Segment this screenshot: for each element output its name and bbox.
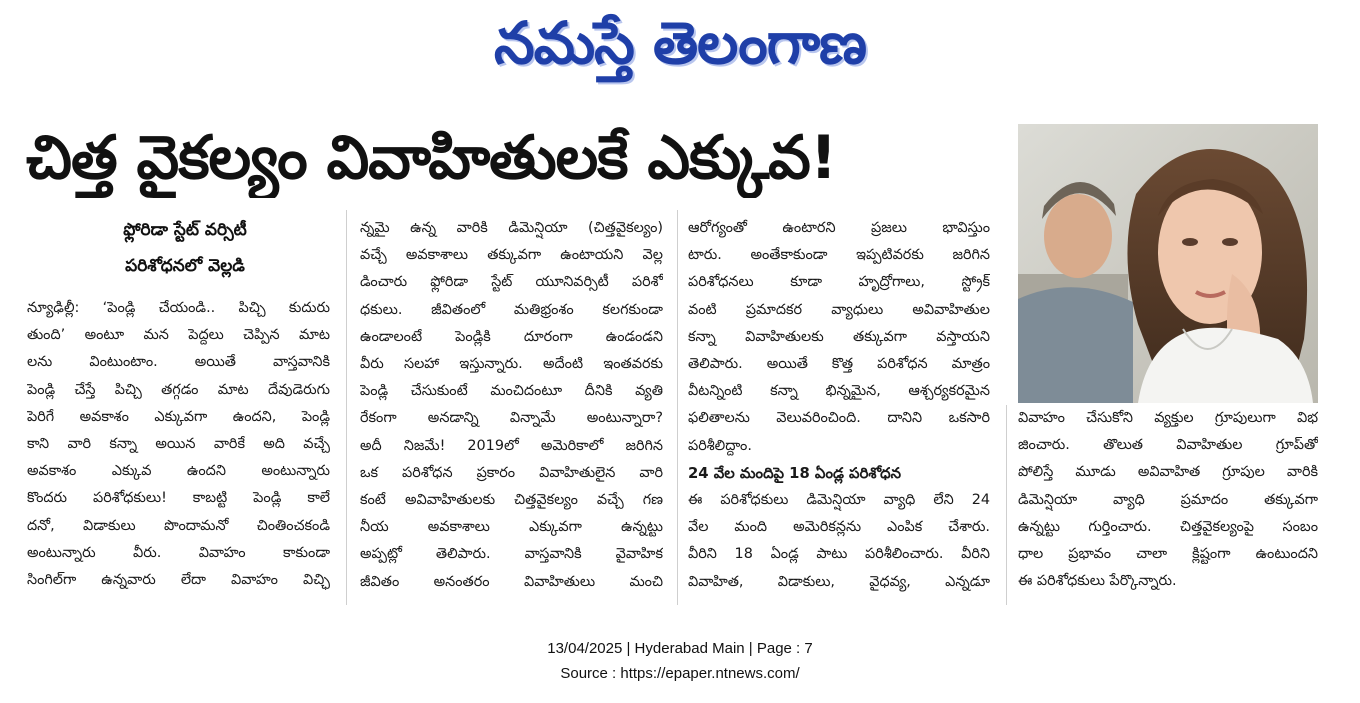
- article-column-3: [688, 215, 990, 605]
- column-line: కొందరు పరిశోధకులు! కాబట్టి పెండ్లి కాలే: [27, 490, 330, 507]
- column-line: అవకాశం ఎక్కువ ఉందని అంటున్నారు: [27, 463, 330, 480]
- column-line: జీవితం అనంతరం వివాహితులు మంచి: [360, 573, 663, 590]
- article-subheading: [30, 212, 340, 284]
- edition-info: 13/04/2025 | Hyderabad Main | Page : 7: [547, 640, 813, 657]
- column-line: ధాల ప్రభావం చాలా క్లిష్టంగా ఉంటుందని: [1018, 546, 1318, 563]
- column-divider: [1006, 405, 1007, 605]
- column-line: పెరిగే అవకాశం ఎక్కువగా ఉందని, పెండ్లి: [27, 408, 330, 425]
- column-line: లను వింటుంటాం. అయితే వాస్తవానికి: [27, 354, 330, 371]
- column-line: ఈ పరిశోధకులు పేర్కొన్నారు.: [1018, 573, 1177, 590]
- column-line: కాని వారి కన్నా అయిన వారికే అది వచ్చే: [27, 436, 330, 453]
- subheading-line: పరిశోధనలో వెల్లడి: [125, 256, 245, 276]
- column-line: కంటే అవివాహితులకు చిత్తవైకల్యం వచ్చే గణ: [360, 492, 663, 509]
- column-line: ధకులు. జీవితంలో మతిభ్రంశం కలగకుండా: [360, 301, 663, 318]
- column-line: వేల మంది అమెరికన్లను ఎంపిక చేశారు.: [688, 519, 990, 536]
- column-line: పెండ్లి చేసుకుంటే మంచిదంటూ దీనికి వ్యతి: [360, 383, 663, 400]
- column-line: జించారు. తొలుత వివాహితుల గ్రూప్‌తో: [1018, 437, 1318, 454]
- masthead-title: నమస్తే తెలంగాణ: [494, 9, 866, 77]
- column-line: దనో, విడాకులు పొందామనో చింతించకండి: [27, 517, 330, 534]
- column-line: తుంది’ అంటూ మన పెద్దలు చెప్పిన మాట: [27, 327, 330, 344]
- column-line: టారు. అంతేకాకుండా ఇప్పటివరకు జరిగిన: [688, 247, 990, 264]
- column-line: వచ్చే అవకాశాలు తక్కువగా ఉంటాయని వెల్ల: [360, 247, 663, 264]
- column-line: ఆరోగ్యంతో ఉంటారని ప్రజలు భావిస్తుం: [688, 220, 990, 236]
- column-line: వివాహిత, విడాకులు, వైధవ్య, ఎన్నడూ: [688, 573, 990, 590]
- column-divider: [346, 210, 347, 605]
- column-line: అదీ నిజమే! 2019లో అమెరికాలో జరిగిన: [360, 437, 663, 454]
- source-line: Source : https://epaper.ntnews.com/: [560, 665, 800, 682]
- article-column-2: [360, 215, 663, 605]
- column-line: సింగిల్‌గా ఉన్నవారు లేదా వివాహం విచ్ఛి: [27, 572, 330, 589]
- article-photo: [1018, 124, 1318, 403]
- column-line: నీయ అవకాశాలు ఎక్కువగా ఉన్నట్టు: [360, 519, 663, 536]
- column-line: పరిశీలిద్దాం.: [688, 437, 752, 454]
- column-line: న్యూఢిల్లీ: ‘పెండ్లి చేయండి.. పిచ్చి కుదురు: [27, 300, 330, 316]
- subheading-line: ఫ్లోరిడా స్టేట్ వర్సిటీ: [123, 220, 247, 240]
- column-line: తెలిపారు. అయితే కొత్త పరిశోధన మాత్రం: [688, 356, 990, 373]
- column-line: వీటన్నింటి కన్నా భిన్నమైన, ఆశ్చర్యకరమైన: [688, 383, 990, 400]
- column-line: ఉన్నట్టు గుర్తించారు. చిత్తవైకల్యంపై సంబం: [1018, 518, 1318, 535]
- section-subheading: 24 వేల మందిపై 18 ఏండ్ల పరిశోధన: [688, 464, 901, 482]
- column-line: కన్నా వివాహితులకు తక్కువగా వస్తాయని: [688, 328, 990, 345]
- column-line: డిమెన్షియా వ్యాధి ప్రమాదం తక్కువగా: [1018, 491, 1318, 508]
- article-column-4: [1018, 405, 1318, 605]
- column-line: వివాహం చేసుకోని వ్యక్తుల గ్రూపులుగా విభ: [1018, 410, 1318, 426]
- column-line: ఉండాలంటే పెండ్లికి దూరంగా ఉండండని: [360, 328, 663, 345]
- column-line: ఒక పరిశోధన ప్రకారం వివాహితులైన వారి: [360, 464, 663, 481]
- column-divider: [677, 210, 678, 605]
- column-line: పరిశోధనలు కూడా హృద్రోగాలు, స్ట్రోక్: [688, 274, 990, 291]
- column-line: డించారు ఫ్లోరిడా స్టేట్ యూనివర్సిటీ పరిశో: [360, 274, 663, 291]
- column-line: ఈ పరిశోధకులు డిమెన్షియా వ్యాధి లేని 24: [688, 492, 990, 509]
- column-line: ఫలితాలను వెలువరించింది. దానిని ఒకసారి: [688, 410, 990, 427]
- column-line: అప్పట్లో తెలిపారు. వాస్తవానికి వైవాహిక: [360, 546, 663, 563]
- column-line: పెండ్లి చేస్తే పిచ్చి తగ్గడం మాట దేవుడెరుగు: [27, 381, 330, 398]
- column-line: వంటి ప్రమాదకర వ్యాధులు అవివాహితుల: [688, 301, 990, 318]
- column-line: పోలిస్తే మూడు అవివాహిత గ్రూపుల వారికి: [1018, 464, 1318, 481]
- couple-photo-icon: [1018, 124, 1318, 403]
- column-line: న్నమై ఉన్న వారికి డిమెన్షియా (చిత్తవైకల్యం): [360, 220, 663, 236]
- column-line: వీరు సలహా ఇస్తున్నారు. అదేంటి ఇంతవరకు: [360, 356, 663, 373]
- column-line: రేకంగా అనడాన్ని విన్నామే అంటున్నారా?: [360, 410, 663, 427]
- column-line: అంటున్నారు వీరు. వివాహం కాకుండా: [27, 544, 330, 561]
- article-column-1: [27, 295, 330, 605]
- article-headline: చిత్త వైకల్యం వివాహితులకే ఎక్కువ!: [26, 123, 837, 193]
- column-line: వీరిని 18 ఏండ్ల పాటు పరిశీలించారు. వీరిని: [688, 546, 990, 563]
